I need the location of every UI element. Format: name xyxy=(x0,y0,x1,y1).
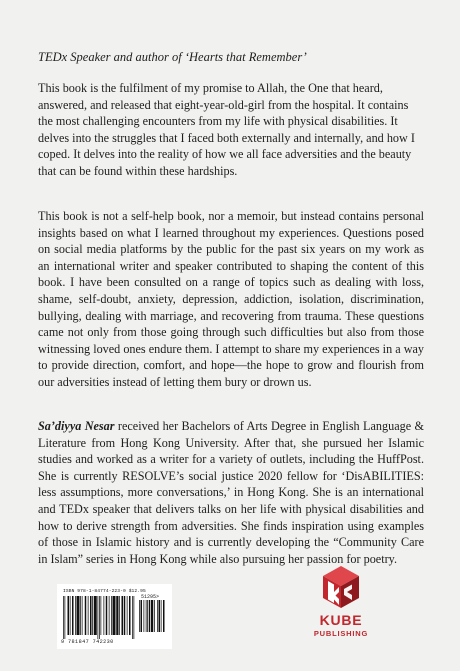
barcode-bar xyxy=(70,596,71,635)
isbn-barcode xyxy=(57,584,172,649)
publisher-name: KUBE xyxy=(319,612,363,628)
barcode-bar xyxy=(109,596,110,635)
barcode-bar xyxy=(99,596,100,639)
barcode-bar xyxy=(104,596,105,635)
barcode-bar xyxy=(75,596,76,635)
barcode-bar xyxy=(63,596,64,639)
barcode-bar xyxy=(113,596,116,635)
barcode-bar xyxy=(157,600,158,632)
barcode-bar xyxy=(94,596,97,635)
author-name: Sa’diyya Nesar xyxy=(38,419,115,433)
barcode-bar xyxy=(161,600,162,632)
barcode-bar xyxy=(85,596,87,635)
barcode-bar xyxy=(88,596,89,635)
ean-digits: 9 781847 742230 xyxy=(61,639,114,645)
author-tagline: TEDx Speaker and author of ‘Hearts that Remember’ xyxy=(38,50,307,64)
barcode-bar xyxy=(141,600,143,632)
kube-logo-icon xyxy=(322,565,360,609)
ean-barcode-bars xyxy=(63,596,137,639)
barcode-bar xyxy=(149,600,151,632)
barcode-bar xyxy=(77,596,80,635)
barcode-bar xyxy=(72,596,74,635)
barcode-bar xyxy=(127,596,128,635)
barcode-bar xyxy=(124,596,126,635)
barcode-addon-digits: 51295> xyxy=(141,594,160,600)
book-description-paragraph-1: This book is the fulfilment of my promise to Allah, the One that heard, answered, and released that eight-year-old-girl from the hospital. It contains the most challenging encounters from my life with physical disabilities. It delves into the struggles that I faced both externally and internally, and how I coped. It delves into the reality of how we all face adversities and the beauty that can be found within these hardships. xyxy=(38,81,415,178)
barcode-bar xyxy=(132,596,133,639)
barcode-bar xyxy=(90,596,92,635)
barcode-bar xyxy=(80,596,81,635)
barcode-bar xyxy=(144,600,145,632)
barcode-bar xyxy=(163,600,165,632)
barcode-bar xyxy=(101,596,102,635)
barcode-bar xyxy=(68,596,70,635)
barcode-bar xyxy=(147,600,148,632)
barcode-bar xyxy=(122,596,124,635)
publisher-subtitle: PUBLISHING xyxy=(313,629,369,638)
barcode-bar xyxy=(116,596,118,635)
isbn-price-line: ISBN 978-1-84774-223-0 $12.95 xyxy=(63,589,146,594)
barcode-bar xyxy=(111,596,112,635)
barcode-bar xyxy=(106,596,108,635)
barcode-bar xyxy=(139,600,140,632)
publisher-logo xyxy=(303,565,379,645)
barcode-bar xyxy=(98,596,99,639)
author-biography xyxy=(38,418,424,567)
barcode-bar xyxy=(134,596,135,639)
author-bio-text: received her Bachelors of Arts Degree in English Language & Literature from Hong Kong University. After that, she pursued her Islamic studies and worked as a writer for a variety of outlets, including the HuffPost. She is currently RESOLVE’s social justice 2020 fellow for ‘DisABILITIES: less assumptions, more conversations,’ in Hong Kong. She is an international and TEDx speaker that delivers talks on her life with physical disabilities and how to derive strength from adversities. She finds inspiration using examples of those in Islamic history and is currently developing the “Community Care in Islam” series in Hong Kong while also pursuing her passion for poetry. xyxy=(38,419,424,566)
barcode-bar xyxy=(159,600,161,632)
barcode-bar xyxy=(65,596,66,639)
book-description-paragraph-2: This book is not a self-help book, nor a memoir, but instead contains personal insights based on what I learned throughout my experiences. Questions posed on social media platforms by the public for the past six years on my work as an international writer and speaker contributed to shaping the content of this book. I have been consulted on a range of topics such as dealing with loss, shame, self-doubt, anxiety, depression, addiction, isolation, discrimination, bullying, dealing with marriage, and recovering from trauma. These questions came not only from those going through such difficulties but also from those witnessing loved ones endure them. I attempt to share my experiences in a way to provide direction, comfort, and hope—the hope to grow and flourish from our adversities instead of letting them bury or drown us. xyxy=(38,209,424,389)
price-addon-bars xyxy=(139,600,165,636)
barcode-bar xyxy=(129,596,131,635)
barcode-bar xyxy=(151,600,153,632)
barcode-bar xyxy=(146,600,147,632)
barcode-bar xyxy=(82,596,83,635)
barcode-bar xyxy=(119,596,120,635)
barcode-bar xyxy=(92,596,93,635)
barcode-bar xyxy=(154,600,155,632)
